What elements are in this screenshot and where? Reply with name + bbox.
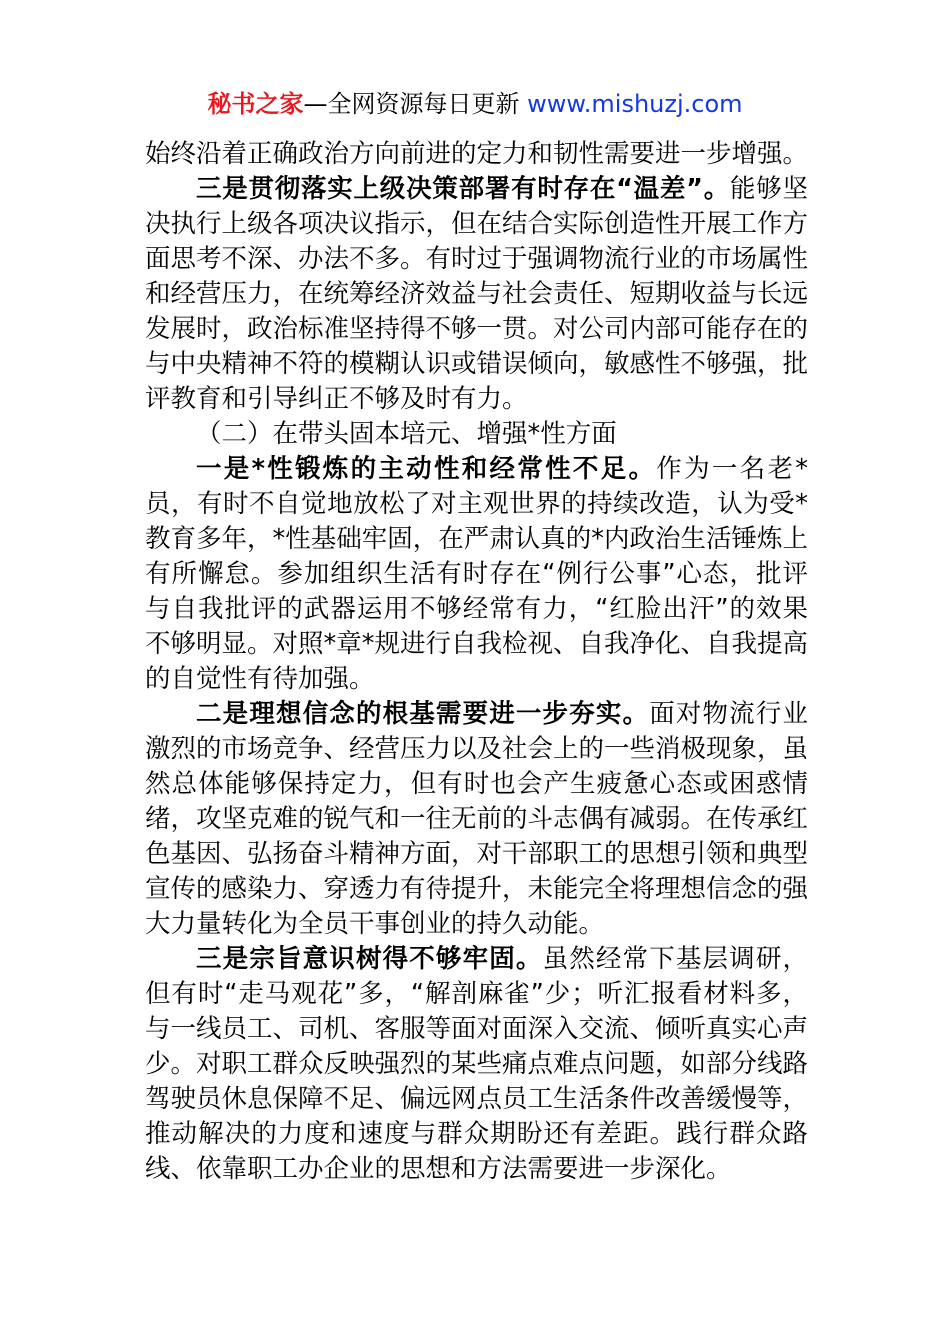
- site-url-link[interactable]: www.mishuzj.com: [527, 90, 743, 118]
- paragraph-text: 面对物流行业激烈的市场竞争、经营压力以及社会上的一些消极现象，虽然总体能够保持定力，但有时也会产生疲惫心态或困惑情绪，攻坚克难的锐气和一往无前的斗志偶有减弱。在传承红色基因、弘扬奋斗精神方面，对干部职工的思想引领和典型宣传的感染力、穿透力有待提升，未能完全将理想信念的强大力量转化为全员干事创业的持久动能。: [145, 699, 809, 939]
- paragraph-text: 作为一名老*员，有时不自觉地放松了对主观世界的持续改造，认为受*教育多年，*性基础牢固，在严肃认真的*内政治生活锤炼上有所懈怠。参加组织生活有时存在“例行公事”心态，批评与自我批评的武器运用不够经常有力，“红脸出汗”的效果不够明显。对照*章*规进行自我检视、自我净化、自我提高的自觉性有待加强。: [145, 454, 809, 694]
- paragraph-lead: 一是*性锻炼的主动性和经常性不足。: [196, 454, 657, 484]
- site-header: [0, 86, 950, 122]
- paragraph-text: 虽然经常下基层调研，但有时“走马观花”多，“解剖麻雀”少；听汇报看材料多，与一线员工、司机、客服等面对面深入交流、倾听真实心声少。对职工群众反映强烈的某些痛点难点问题，如部分线路驾驶员休息保障不足、偏远网点员工生活条件改善缓慢等，推动解决的力度和速度与群众期盼还有差距。践行群众路线、依靠职工办企业的思想和方法需要进一步深化。: [145, 944, 809, 1184]
- document-body: [145, 137, 808, 1187]
- paragraph-item-2: [145, 697, 808, 942]
- site-tagline: —全网资源每日更新: [303, 90, 520, 118]
- paragraph-lead: 三是宗旨意识树得不够牢固。: [196, 944, 543, 974]
- paragraph-text: 始终沿着正确政治方向前进的定力和韧性需要进一步增强。: [145, 139, 809, 169]
- section-heading-text: （二）在带头固本培元、增强*性方面: [196, 419, 617, 449]
- paragraph-lead: 二是理想信念的根基需要进一步夯实。: [196, 699, 650, 729]
- paragraph-item-3: [145, 172, 808, 417]
- section-heading: [145, 417, 808, 452]
- paragraph-continuation: [145, 137, 808, 172]
- site-brand: 秘书之家: [207, 90, 304, 118]
- paragraph-item-1: [145, 452, 808, 697]
- paragraph-lead: 三是贯彻落实上级决策部署有时存在“温差”。: [196, 174, 730, 204]
- paragraph-item-3b: [145, 942, 808, 1187]
- paragraph-text: 能够坚决执行上级各项决议指示，但在结合实际创造性开展工作方面思考不深、办法不多。有时过于强调物流行业的市场属性和经营压力，在统筹经济效益与社会责任、短期收益与长远发展时，政治标准坚持得不够一贯。对公司内部可能存在的与中央精神不符的模糊认识或错误倾向，敏感性不够强，批评教育和引导纠正不够及时有力。: [145, 174, 809, 414]
